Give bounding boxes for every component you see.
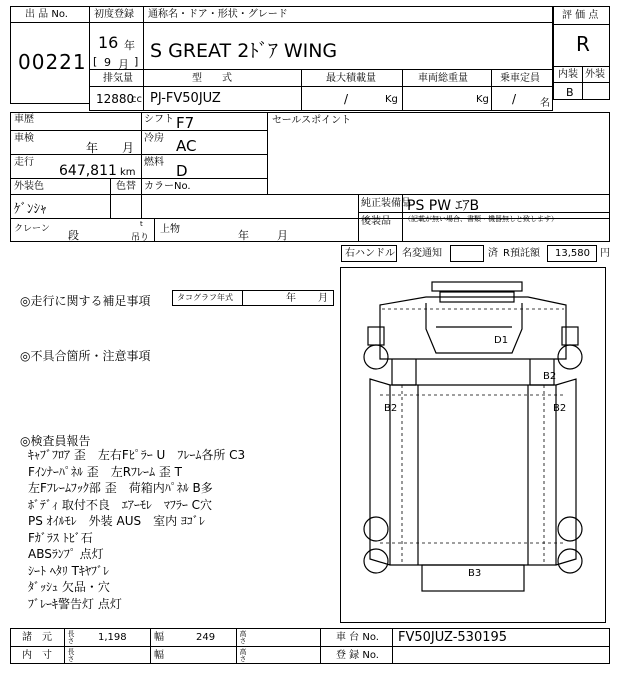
- recycle-unit: 円: [600, 248, 610, 259]
- note-line: Fｲﾝﾅｰﾊﾟﾈﾙ 歪 左Rﾌﾚｰﾑ 歪 T: [28, 464, 183, 479]
- capacity-unit: 名: [540, 98, 550, 109]
- registration-month: 9: [104, 56, 111, 69]
- note-line: ﾌﾞﾚｰｷ警告灯 点灯: [28, 596, 122, 611]
- crane-ton-unit: t: [140, 220, 143, 228]
- grade-label: 評 価 点: [562, 10, 599, 21]
- right-handle-label: 右ハンドル: [345, 248, 395, 259]
- displacement-label: 排気量: [103, 73, 133, 84]
- ac-value: AC: [176, 137, 197, 155]
- interior-grade: B: [566, 86, 574, 99]
- damage-mark-right-front: B2: [543, 371, 557, 382]
- note-line: Fｶﾞﾗｽ ﾄﾋﾞ石: [28, 530, 93, 545]
- note-line: ABSﾗﾝﾌﾟ 点灯: [28, 547, 104, 561]
- max-load: /: [344, 92, 349, 106]
- vehicle-name: S GREAT 2ﾄﾞｱ WING: [150, 40, 338, 62]
- mileage-label: 走行: [14, 157, 34, 168]
- supplement-title: ◎走行に関する補足事項: [20, 294, 151, 308]
- tachograph-label: タコグラフ年式: [177, 293, 233, 302]
- crane-lift-unit: 吊り: [131, 233, 150, 243]
- width-value: 249: [196, 632, 216, 643]
- registration-year: 16: [98, 33, 119, 52]
- damage-mark-cab: D1: [494, 335, 509, 346]
- capacity: /: [512, 92, 517, 106]
- length-label: 長さ: [67, 630, 75, 644]
- recycle-paid-mark: 済: [488, 248, 498, 259]
- shift-value: F7: [176, 114, 195, 132]
- name-grade-label: 通称名・ドア・形状・グレード: [148, 9, 288, 20]
- exterior-color-label: 外装色: [14, 181, 44, 192]
- displacement: 12880: [96, 92, 135, 106]
- gross-weight-label: 車両総重量: [418, 73, 468, 84]
- inspector-notes: [28, 447, 245, 612]
- damage-mark-left-side: B2: [384, 403, 398, 414]
- loading-year-unit: 年: [238, 229, 249, 242]
- lot-number-label: 出 品 No.: [25, 9, 68, 20]
- sales-point-label: セールスポイント: [272, 115, 352, 126]
- inspection-label: 車検: [14, 133, 34, 144]
- month-close-bracket: ]: [134, 55, 139, 68]
- shift-label: シフト: [144, 114, 174, 125]
- recycle-label: R預託額: [503, 248, 540, 259]
- max-load-unit: Kg: [385, 94, 398, 105]
- note-line: ｼｰﾄ ﾍﾀﾘ Tｷﾔﾌﾞﾚ: [28, 563, 109, 578]
- first-registration-label: 初度登録: [94, 9, 134, 20]
- interior-length-label: 長さ: [67, 648, 75, 662]
- tachograph-month-unit: 月: [318, 293, 328, 304]
- chassis-label: 車 台 No.: [336, 632, 379, 643]
- mileage-unit: km: [120, 167, 136, 178]
- mileage-value: 647,811: [59, 163, 117, 179]
- month-unit: 月: [118, 58, 129, 71]
- defects-title: ◎不具合箇所・注意事項: [20, 349, 151, 363]
- crane-stage-unit: 段: [68, 229, 79, 242]
- ac-label: 冷房: [144, 133, 164, 144]
- gross-weight-unit: Kg: [476, 94, 489, 105]
- note-line: PS ｵｲﾙﾓﾚ 外装 AUS 室内 ﾖｺﾞﾚ: [28, 514, 205, 528]
- interior-dims-label: 内 寸: [22, 650, 52, 661]
- genuine-equipment: PS PW ｴｱB: [407, 198, 480, 214]
- genuine-equipment-label: 純正装備品: [361, 198, 411, 209]
- inspection-month-unit: 月: [122, 141, 135, 155]
- note-line: ﾀﾞｯｼｭ 欠品・穴: [28, 580, 110, 594]
- lot-number: 00221: [18, 50, 87, 74]
- damage-mark-rear: B3: [468, 568, 482, 579]
- tachograph-year-unit: 年: [286, 293, 296, 304]
- history-label: 車歴: [14, 114, 34, 125]
- interior-height-label: 高さ: [239, 648, 247, 662]
- interior-grade-label: 内装: [558, 69, 578, 80]
- length-value: 1,198: [98, 632, 127, 643]
- note-line: 左Fﾌﾚｰﾑﾌｯｸ部 歪 荷箱内ﾊﾟﾈﾙ B多: [28, 481, 213, 495]
- specs-label: 諸 元: [22, 632, 52, 643]
- height-label: 高さ: [239, 630, 247, 644]
- exterior-grade-label: 外装: [585, 69, 605, 80]
- chassis-number: FV50JUZ-530195: [398, 630, 508, 645]
- inspection-year-unit: 年: [86, 141, 99, 155]
- model-code: PJ-FV50JUZ: [150, 91, 221, 106]
- loading-body-label: 上物: [160, 224, 180, 235]
- recycle-amount: 13,580: [555, 248, 590, 259]
- aftermarket-label: 後装品: [361, 216, 391, 227]
- year-unit: 年: [124, 39, 135, 52]
- width-label: 幅: [154, 632, 164, 643]
- loading-month-unit: 月: [277, 229, 288, 242]
- exterior-color: ｹﾞﾝｼｬ: [14, 202, 47, 217]
- displacement-unit: cc: [131, 94, 142, 105]
- model-label: 型 式: [192, 73, 232, 84]
- aftermarket-note: （記載が無い場合、書類・機器無しと致します）: [404, 215, 558, 223]
- color-number-label: カラーNo.: [144, 181, 191, 192]
- fuel-value: D: [176, 162, 188, 180]
- note-line: ｷｬﾌﾞﾌﾛｱ 歪 左右Fﾋﾟﾗｰ U ﾌﾚｰﾑ各所 C3: [28, 448, 246, 462]
- crane-label: クレーン: [14, 224, 50, 234]
- fuel-label: 燃料: [144, 157, 164, 168]
- inspector-title: ◎検査員報告: [20, 434, 91, 448]
- color-change-label: 色替: [116, 181, 136, 192]
- month-open-bracket: [: [93, 55, 98, 68]
- name-change-label: 名変通知: [402, 248, 442, 259]
- registration-number-label: 登 録 No.: [336, 650, 379, 661]
- damage-mark-right-side: B2: [553, 403, 567, 414]
- interior-width-label: 幅: [154, 650, 164, 661]
- name-change-box: [450, 245, 484, 262]
- capacity-label: 乗車定員: [500, 73, 540, 84]
- max-load-label: 最大積載量: [326, 73, 376, 84]
- overall-grade: R: [576, 32, 590, 56]
- note-line: ﾎﾞﾃﾞｨ 取付不良 ｴｱｰﾓﾚ ﾏﾌﾗｰ C穴: [28, 497, 213, 512]
